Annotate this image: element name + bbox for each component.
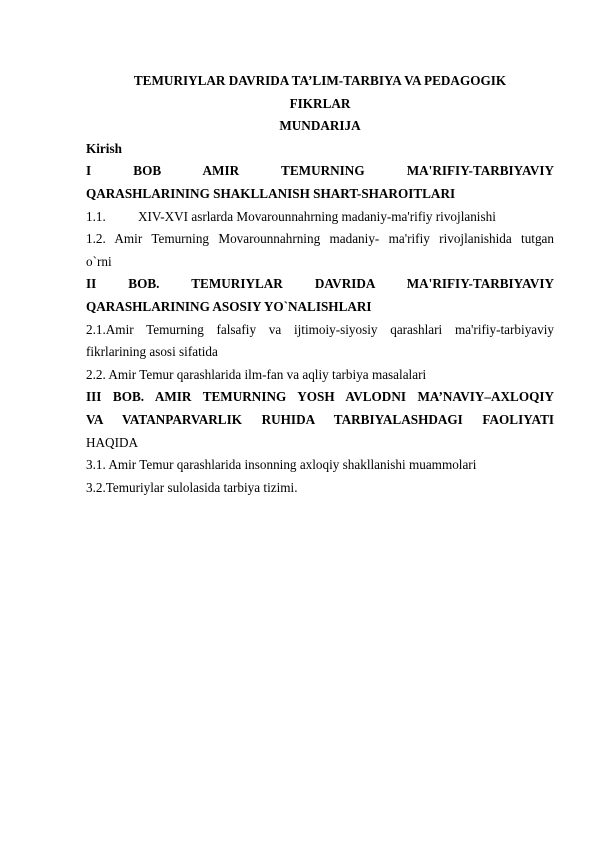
toc-intro: Kirish	[86, 140, 122, 156]
toc-chapter-2-line-2: QARASHLARINING ASOSIY YO`NALISHLARI	[86, 298, 372, 314]
toc-section-3-1: 3.1. Amir Temur qarashlarida insonning axloqiy shakllanishi muammolari	[86, 457, 477, 473]
toc-section-2-1-line-2: fikrlarining asosi sifatida	[86, 344, 218, 360]
document-page	[86, 70, 554, 499]
toc-section-2-2: 2.2. Amir Temur qarashlarida ilm-fan va aqliy tarbiya masalalari	[86, 366, 427, 382]
toc-chapter-1-line-1: I BOB AMIR TEMURNING MA'RIFIY-TARBIYAVIY	[86, 163, 554, 179]
toc-chapter-1-line-2: QARASHLARINING SHAKLLANISH SHART-SHAROITLARI	[86, 185, 456, 201]
contents-heading: MUNDARIJA	[279, 118, 361, 134]
toc-chapter-2-line-1: II BOB. TEMURIYLAR DAVRIDA MA'RIFIY-TARBIYAVIY	[86, 276, 554, 292]
toc-section-2-1-line-1: 2.1.Amir Temurning falsafiy va ijtimoiy-siyosiy qarashlari ma'rifiy-tarbiyaviy	[86, 321, 554, 337]
toc-section-1-1-text: XIV-XVI asrlarda Movarounnahrning madaniy-ma'rifiy rivojlanishi	[138, 208, 496, 224]
document-title-line-1: TEMURIYLAR DAVRIDA TA’LIM-TARBIYA VA PEDAGOGIK	[133, 73, 507, 88]
toc-chapter-3-line-2: VA VATANPARVARLIK RUHIDA TARBIYALASHDAGI FAOLIYATI	[86, 411, 554, 427]
toc-section-3-2: 3.2.Temuriylar sulolasida tarbiya tizimi.	[86, 479, 298, 495]
toc-section-1-2-line-1: 1.2. Amir Temurning Movarounnahrning madaniy- ma'rifiy rivojlanishida tutgan	[86, 231, 554, 247]
document-title-line-2: FIKRLAR	[289, 95, 351, 111]
toc-chapter-3-line-3: HAQIDA	[86, 434, 139, 450]
toc-section-1-2-line-2: o`rni	[86, 253, 112, 269]
toc-section-1-1	[86, 206, 554, 229]
toc-chapter-3-line-1: III BOB. AMIR TEMURNING YOSH AVLODNI MA’NAVIY–AXLOQIY	[86, 389, 554, 405]
toc-section-1-1-number: 1.1.	[86, 208, 106, 224]
